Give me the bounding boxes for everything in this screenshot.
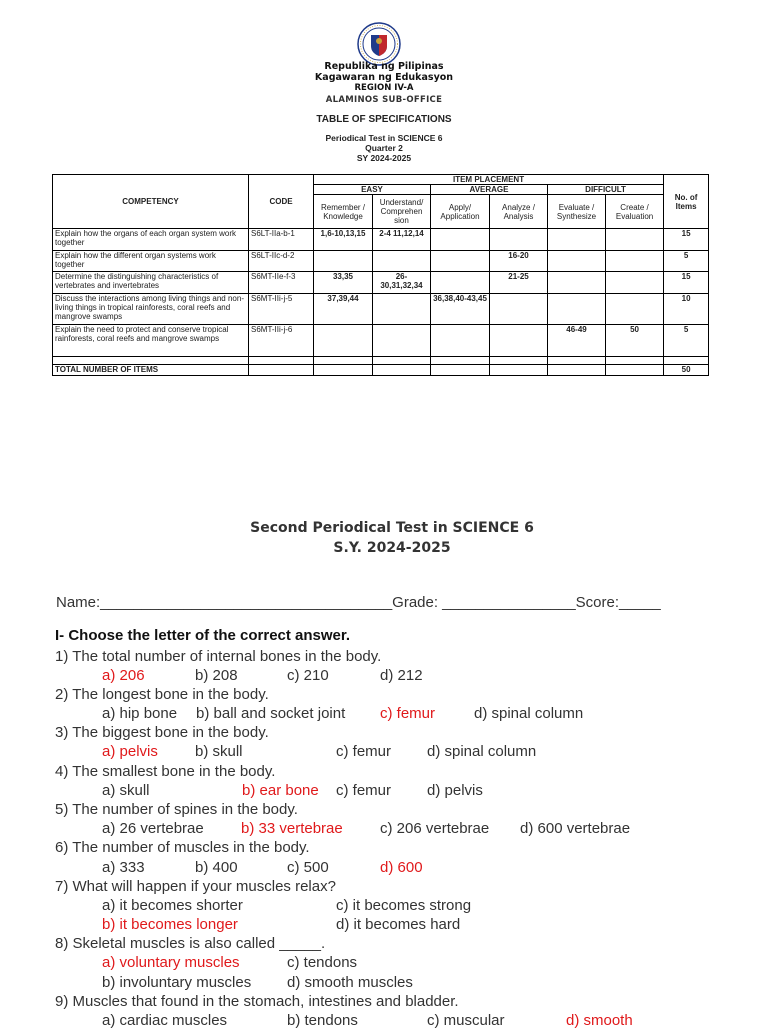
th-code: CODE xyxy=(249,175,314,229)
option-9b: b) tendons xyxy=(287,1012,358,1029)
option-5b: b) 33 vertebrae xyxy=(241,820,343,837)
question-7: 7) What will happen if your muscles relax? xyxy=(55,878,336,895)
cell-create xyxy=(606,272,664,294)
question-2: 2) The longest bone in the body. xyxy=(55,686,269,703)
header-republic: Republika ng Pilipinas xyxy=(324,61,444,72)
cell-understand: 26-30,31,32,34 xyxy=(373,272,431,294)
table-row xyxy=(53,272,709,294)
option-8d: d) smooth muscles xyxy=(287,974,413,991)
table-row xyxy=(53,229,709,251)
cell-items: 5 xyxy=(664,251,709,272)
tos-table xyxy=(52,174,709,376)
option-6a: a) 333 xyxy=(102,859,145,876)
cell-evaluate xyxy=(548,229,606,251)
option-5d: d) 600 vertebrae xyxy=(520,820,631,837)
cell-evaluate xyxy=(548,294,606,325)
cell-code: S6MT-IIi-j-5 xyxy=(249,294,314,325)
option-1b: b) 208 xyxy=(195,667,238,684)
table-row xyxy=(53,325,709,357)
cell-analyze: 16-20 xyxy=(490,251,548,272)
cell-understand xyxy=(373,294,431,325)
tos-title: TABLE OF SPECIFICATIONS xyxy=(316,114,452,125)
cell-understand: 2-4 11,12,14 xyxy=(373,229,431,251)
option-7a: a) it becomes shorter xyxy=(102,897,243,914)
cell-total-label: TOTAL NUMBER OF ITEMS xyxy=(53,365,249,376)
option-2a: a) hip bone xyxy=(102,705,178,722)
cell-create xyxy=(606,251,664,272)
question-8: 8) Skeletal muscles is also called _____. xyxy=(55,935,326,952)
cell-create xyxy=(606,229,664,251)
option-6b: b) 400 xyxy=(195,859,238,876)
option-9a: a) cardiac muscles xyxy=(102,1012,228,1029)
header-office: ALAMINOS SUB-OFFICE xyxy=(325,95,443,105)
th-item-placement: ITEM PLACEMENT xyxy=(314,175,664,185)
option-7d: d) it becomes hard xyxy=(336,916,461,933)
question-1: 1) The total number of internal bones in the body. xyxy=(55,648,382,665)
question-9: 9) Muscles that found in the stomach, intestines and bladder. xyxy=(55,993,459,1010)
table-row-total xyxy=(53,365,709,376)
option-1d: d) 212 xyxy=(380,667,423,684)
cell-items: 10 xyxy=(664,294,709,325)
cell-code: S6MT-IIe-f-3 xyxy=(249,272,314,294)
cell-analyze xyxy=(490,229,548,251)
cell-code: S6LT-IIc-d-2 xyxy=(249,251,314,272)
cell-total-items: 50 xyxy=(664,365,709,376)
th-create: Create / Evaluation xyxy=(606,195,664,229)
option-2b: b) ball and socket joint xyxy=(196,705,346,722)
th-average: AVERAGE xyxy=(431,185,548,195)
option-3a: a) pelvis xyxy=(102,743,158,760)
option-3b: b) skull xyxy=(195,743,243,760)
cell-analyze xyxy=(490,325,548,357)
cell-evaluate xyxy=(548,272,606,294)
cell-create: 50 xyxy=(606,325,664,357)
option-2d: d) spinal column xyxy=(474,705,584,722)
option-6c: c) 500 xyxy=(287,859,329,876)
cell-competency: Discuss the interactions among living things and non-living things in tropical rainforests, coral reefs and mangrove swamps xyxy=(53,294,249,325)
th-competency: COMPETENCY xyxy=(53,175,249,229)
th-understand: Understand/ Comprehen sion xyxy=(373,195,431,229)
cell-understand xyxy=(373,325,431,357)
cell-remember: 1,6-10,13,15 xyxy=(314,229,373,251)
test-school-year: S.Y. 2024-2025 xyxy=(333,540,451,556)
cell-code: S6MT-IIi-j-6 xyxy=(249,325,314,357)
cell-remember xyxy=(314,251,373,272)
option-4b: b) ear bone xyxy=(242,782,319,799)
th-analyze: Analyze / Analysis xyxy=(490,195,548,229)
header-region: REGION IV-A xyxy=(354,83,414,93)
cell-apply: 36,38,40-43,45 xyxy=(431,294,490,325)
instruction: I- Choose the letter of the correct answer. xyxy=(55,627,351,644)
option-8b: b) involuntary muscles xyxy=(102,974,252,991)
cell-remember: 33,35 xyxy=(314,272,373,294)
option-7b: b) it becomes longer xyxy=(102,916,238,933)
cell-analyze xyxy=(490,294,548,325)
option-3c: c) femur xyxy=(336,743,392,760)
name-grade-score-line: Name:___________________________________Grade: ________________Score:_____ xyxy=(56,594,661,611)
cell-create xyxy=(606,294,664,325)
table-row-blank xyxy=(53,357,709,365)
deped-seal-icon xyxy=(357,22,401,66)
option-7c: c) it becomes strong xyxy=(336,897,472,914)
th-difficult: DIFFICULT xyxy=(548,185,664,195)
th-no-of-items: No. of Items xyxy=(664,175,709,229)
th-remember: Remember / Knowledge xyxy=(314,195,373,229)
option-3d: d) spinal column xyxy=(427,743,537,760)
option-1a: a) 206 xyxy=(102,667,145,684)
option-6d: d) 600 xyxy=(380,859,423,876)
question-6: 6) The number of muscles in the body. xyxy=(55,839,310,856)
tos-subtitle-quarter: Quarter 2 xyxy=(365,143,403,153)
cell-evaluate: 46-49 xyxy=(548,325,606,357)
table-row xyxy=(53,294,709,325)
tos-subtitle-test: Periodical Test in SCIENCE 6 xyxy=(325,133,443,143)
question-4: 4) The smallest bone in the body. xyxy=(55,763,276,780)
cell-items: 15 xyxy=(664,229,709,251)
option-4a: a) skull xyxy=(102,782,150,799)
option-2c: c) femur xyxy=(380,705,436,722)
cell-remember xyxy=(314,325,373,357)
th-evaluate: Evaluate / Synthesize xyxy=(548,195,606,229)
option-4d: d) pelvis xyxy=(427,782,483,799)
question-3: 3) The biggest bone in the body. xyxy=(55,724,269,741)
cell-remember: 37,39,44 xyxy=(314,294,373,325)
option-9d: d) smooth xyxy=(566,1012,633,1029)
cell-apply xyxy=(431,325,490,357)
option-8a: a) voluntary muscles xyxy=(102,954,240,971)
cell-understand xyxy=(373,251,431,272)
cell-analyze: 21-25 xyxy=(490,272,548,294)
th-apply: Apply/ Application xyxy=(431,195,490,229)
cell-apply xyxy=(431,272,490,294)
cell-competency: Determine the distinguishing characteristics of vertebrates and invertebrates xyxy=(53,272,249,294)
option-9c: c) muscular xyxy=(427,1012,505,1029)
question-5: 5) The number of spines in the body. xyxy=(55,801,298,818)
cell-competency: Explain how the organs of each organ system work together xyxy=(53,229,249,251)
option-8c: c) tendons xyxy=(287,954,358,971)
table-row xyxy=(53,251,709,272)
cell-items: 15 xyxy=(664,272,709,294)
cell-items: 5 xyxy=(664,325,709,357)
cell-evaluate xyxy=(548,251,606,272)
option-5c: c) 206 vertebrae xyxy=(380,820,490,837)
test-title: Second Periodical Test in SCIENCE 6 xyxy=(250,520,534,536)
option-1c: c) 210 xyxy=(287,667,329,684)
th-easy: EASY xyxy=(314,185,431,195)
cell-apply xyxy=(431,251,490,272)
option-5a: a) 26 vertebrae xyxy=(102,820,204,837)
cell-code: S6LT-IIa-b-1 xyxy=(249,229,314,251)
cell-competency: Explain the need to protect and conserve tropical rainforests, coral reefs and mangrove swamps xyxy=(53,325,249,357)
cell-competency: Explain how the different organ systems work together xyxy=(53,251,249,272)
cell-apply xyxy=(431,229,490,251)
header-department: Kagawaran ng Edukasyon xyxy=(314,72,454,83)
tos-subtitle-sy: SY 2024-2025 xyxy=(356,153,412,163)
option-4c: c) femur xyxy=(336,782,392,799)
